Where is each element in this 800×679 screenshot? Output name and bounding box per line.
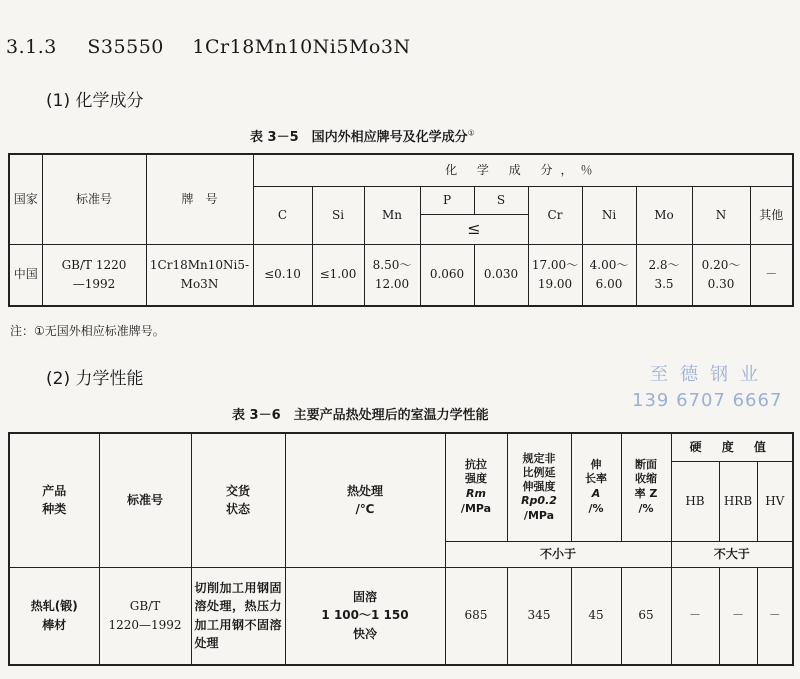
cell-standard-line1: GB/T 1220 <box>61 258 127 273</box>
cell-product <box>9 567 99 665</box>
cell-p: 0.060 <box>420 244 474 306</box>
header-yield-line2: 比例延 <box>522 465 556 479</box>
cell-reduction: 65 <box>621 567 671 665</box>
header-c: C <box>253 186 312 244</box>
table1-caption-mark: ① <box>467 128 475 138</box>
cell-yield: 345 <box>507 567 571 665</box>
cell-delivery: 切削加工用钢固溶处理，热压力加工用钢不固溶处理 <box>191 567 285 665</box>
header-hrb: HRB <box>719 461 757 541</box>
header-reduct-unit: /% <box>638 502 654 516</box>
header-elong-line2: 长率 <box>585 472 607 486</box>
header-grade: 牌 号 <box>146 154 253 244</box>
cell-ni <box>582 244 636 306</box>
header-elong-symbol: A <box>591 487 601 501</box>
cell-mn-line1: 8.50～ <box>372 258 412 273</box>
header-other: 其他 <box>750 186 793 244</box>
section-grade: 1Cr18Mn10Ni5Mo3N <box>192 36 411 58</box>
cell-other: － <box>750 244 793 306</box>
watermark-company: 至德钢业 <box>650 364 770 385</box>
header-heat-treatment <box>285 433 445 567</box>
cell-hrb: － <box>719 567 757 665</box>
cell-n <box>692 244 750 306</box>
cell-country: 中国 <box>9 244 42 306</box>
header-not-less: 不小于 <box>445 541 671 567</box>
header-not-more: 不大于 <box>671 541 793 567</box>
cell-n-line1: 0.20～ <box>701 258 741 273</box>
cell-standard-2-line2: 1220—1992 <box>108 617 182 632</box>
header-product-line2: 种类 <box>42 502 67 517</box>
header-reduct-line2: 收缩 <box>635 472 657 486</box>
header-yield-unit: /MPa <box>523 508 555 522</box>
header-hb: HB <box>671 461 719 541</box>
header-s: S <box>474 186 528 214</box>
header-product-line1: 产品 <box>42 483 67 498</box>
header-composition: 化 学 成 分，％ <box>253 154 793 186</box>
header-heat-line1: 热处理 <box>346 483 383 498</box>
header-reduction <box>621 433 671 541</box>
cell-s: 0.030 <box>474 244 528 306</box>
cell-heat-line1: 固溶 <box>352 589 377 604</box>
section-number: 3.1.3 <box>6 36 57 58</box>
header-standard-2: 标准号 <box>99 433 191 567</box>
cell-ni-line1: 4.00～ <box>589 258 629 273</box>
header-tensile-line2: 强度 <box>465 472 487 486</box>
section-code: S35550 <box>87 36 164 58</box>
header-mo: Mo <box>636 186 692 244</box>
cell-grade-line1: 1Cr18Mn10Ni5- <box>149 258 250 273</box>
subsection-mechanical: (2) 力学性能 <box>46 369 144 389</box>
header-elongation <box>571 433 621 541</box>
header-tensile-line1: 抗拉 <box>465 457 487 471</box>
cell-mn-line2: 12.00 <box>374 276 410 291</box>
header-cr: Cr <box>528 186 582 244</box>
cell-heat-line3: 快冷 <box>352 627 377 642</box>
cell-product-line2: 棒材 <box>42 617 67 632</box>
cell-grade-line2: Mo3N <box>180 276 219 291</box>
cell-mo-line2: 3.5 <box>654 276 674 291</box>
header-tensile-symbol: Rm <box>466 487 486 501</box>
cell-standard-2-line1: GB/T <box>129 599 161 614</box>
header-hardness: 硬 度 值 <box>671 433 793 461</box>
header-mn: Mn <box>364 186 420 244</box>
header-country: 国家 <box>9 154 42 244</box>
chemical-composition-table <box>8 153 794 307</box>
header-reduct-line1: 断面 <box>635 457 657 471</box>
header-heat-line2: /℃ <box>355 502 375 517</box>
table1-note: 注：①无国外相应标准牌号。 <box>10 324 165 338</box>
subsection-chemical: (1) 化学成分 <box>46 91 144 111</box>
cell-standard-2 <box>99 567 191 665</box>
cell-cr-line1: 17.00～ <box>531 258 579 273</box>
cell-grade <box>146 244 253 306</box>
cell-mn <box>364 244 420 306</box>
cell-tensile: 685 <box>445 567 507 665</box>
cell-n-line2: 0.30 <box>707 276 735 291</box>
cell-hv: － <box>757 567 793 665</box>
header-ni: Ni <box>582 186 636 244</box>
cell-cr-line2: 19.00 <box>537 276 573 291</box>
header-le: ≤ <box>420 214 528 244</box>
table2-caption: 表 3－6 主要产品热处理后的室温力学性能 <box>232 408 489 423</box>
cell-standard <box>42 244 146 306</box>
cell-elongation: 45 <box>571 567 621 665</box>
cell-heat-treatment <box>285 567 445 665</box>
table1-caption <box>250 126 475 145</box>
header-tensile <box>445 433 507 541</box>
watermark-phone: 139 6707 6667 <box>632 390 783 411</box>
header-delivery <box>191 433 285 567</box>
header-yield-symbol: Rp0.2 <box>521 494 557 508</box>
cell-cr <box>528 244 582 306</box>
header-p: P <box>420 186 474 214</box>
header-standard: 标准号 <box>42 154 146 244</box>
header-elong-unit: /% <box>588 502 604 516</box>
cell-standard-line2: —1992 <box>72 276 116 291</box>
mechanical-properties-table <box>8 432 794 666</box>
header-tensile-unit: /MPa <box>460 502 492 516</box>
cell-ni-line2: 6.00 <box>595 276 623 291</box>
cell-c: ≤0.10 <box>253 244 312 306</box>
header-product <box>9 433 99 567</box>
cell-product-line1: 热轧(锻) <box>30 599 78 614</box>
header-delivery-line1: 交货 <box>225 483 250 498</box>
header-yield-line1: 规定非 <box>522 451 556 465</box>
cell-heat-line2: 1 100～1 150 <box>321 608 409 623</box>
cell-si: ≤1.00 <box>312 244 364 306</box>
cell-hb: － <box>671 567 719 665</box>
cell-mo <box>636 244 692 306</box>
table1-caption-text: 表 3－5 国内外相应牌号及化学成分 <box>250 130 468 145</box>
header-n: N <box>692 186 750 244</box>
header-delivery-line2: 状态 <box>225 502 250 517</box>
header-si: Si <box>312 186 364 244</box>
header-yield <box>507 433 571 541</box>
header-elong-line1: 伸 <box>590 457 602 471</box>
header-reduct-line3: 率 Z <box>634 487 658 501</box>
header-hv: HV <box>757 461 793 541</box>
section-title <box>6 36 411 58</box>
cell-mo-line1: 2.8～ <box>648 258 680 273</box>
header-yield-line3: 伸强度 <box>522 480 556 494</box>
